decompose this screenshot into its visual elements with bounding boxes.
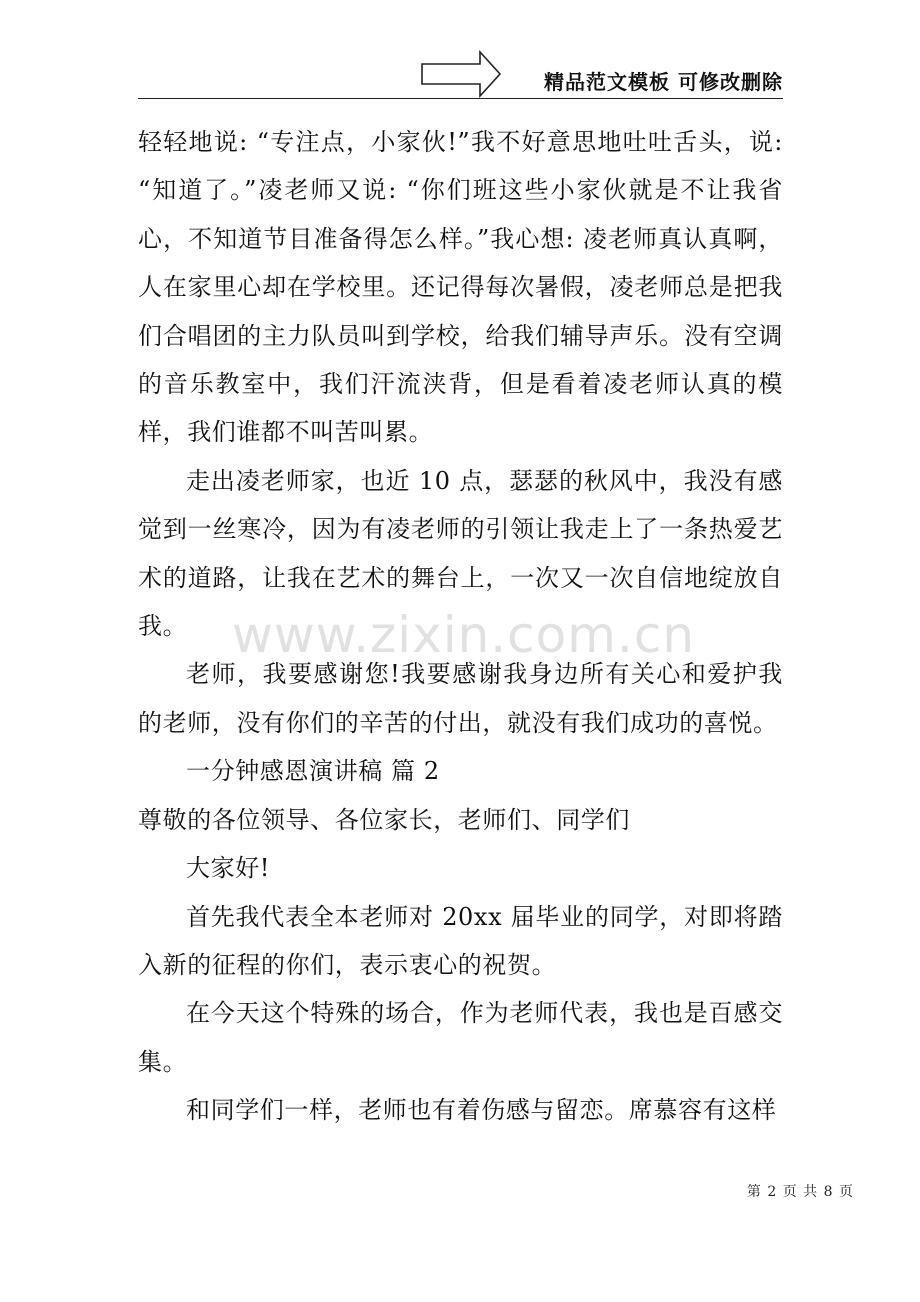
section-heading: 一分钟感恩演讲稿 篇 2	[186, 757, 440, 786]
salutation: 尊敬的各位领导、各位家长，老师们、同学们	[138, 805, 630, 834]
greeting: 大家好!	[186, 854, 271, 883]
paragraph: 走出凌老师家，也近 10 点，瑟瑟的秋风中，我没有感觉到一丝寒冷，因为有凌老师的引领让我走上了一条热爱艺术的道路，让我在艺术的舞台上，一次又一次自信地绽放自我。	[138, 466, 783, 641]
header-title: 精品范文模板 可修改删除	[544, 70, 783, 94]
paragraph-continued: 轻轻地说: “专注点，小家伙!”我不好意思地吐吐舌头，说: “知道了。”凌老师又说: “你们班这些小家伙就是不让我省心，不知道节目准备得怎么样。”我心想: 凌老师真认真啊，人在家里心却在学校里。还记得每次暑假，凌老师总是把我们合唱团的主力队员叫到学校，给我们辅导声乐。没有空调的音乐教室中，我们汗流浃背，但是看着凌老师认真的模样，我们谁都不叫苦叫累。	[138, 128, 783, 447]
paragraph: 老师，我要感谢您!我要感谢我身边所有关心和爱护我的老师，没有你们的辛苦的付出，就没有我们成功的喜悦。	[138, 660, 783, 737]
document-header	[138, 50, 783, 99]
paragraph: 首先我代表全本老师对 20xx 届毕业的同学，对即将踏入新的征程的你们，表示衷心的祝贺。	[138, 902, 783, 979]
page-number: 第 2 页 共 8 页	[746, 1184, 854, 1200]
arrow-right-icon	[420, 50, 502, 98]
paragraph: 在今天这个特殊的场合，作为老师代表，我也是百感交集。	[138, 999, 783, 1076]
paragraph: 和同学们一样，老师也有着伤感与留恋。席慕容有这样	[186, 1096, 777, 1125]
watermark: www.zixin.com.cn	[232, 606, 696, 664]
